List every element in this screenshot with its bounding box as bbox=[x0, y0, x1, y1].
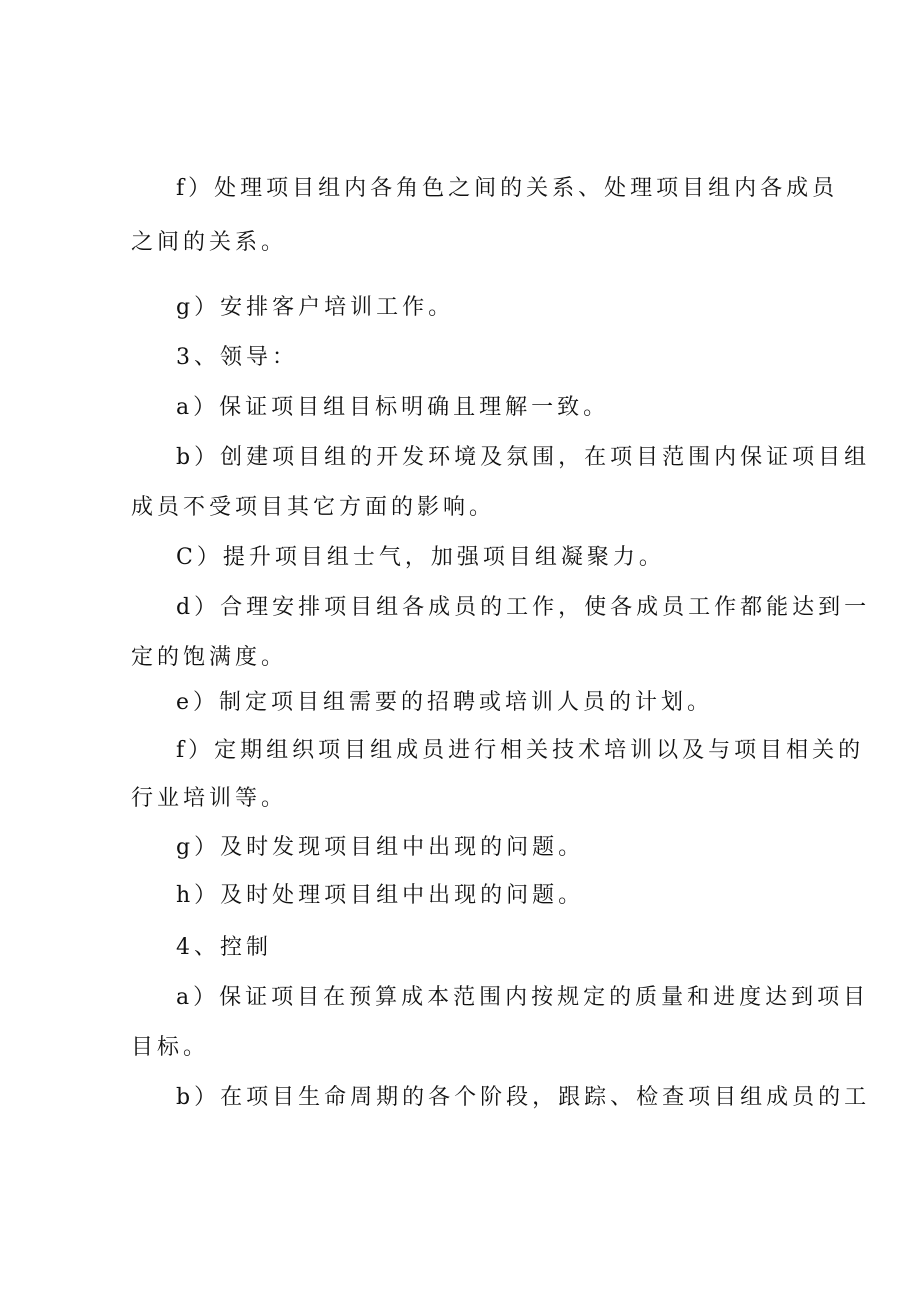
text-line: 定的饱满度。 bbox=[131, 645, 288, 670]
section-heading: 3、领导： bbox=[176, 345, 298, 370]
text-line: 行业培训等。 bbox=[131, 786, 288, 811]
text-line: h）及时处理项目组中出现的问题。 bbox=[176, 883, 585, 908]
text-line: f）处理项目组内各角色之间的关系、处理项目组内各成员 bbox=[176, 176, 839, 201]
text-line: f）定期组织项目组成员进行相关技术培训以及与项目相关的 bbox=[176, 738, 865, 763]
text-line: 之间的关系。 bbox=[131, 230, 288, 255]
text-line: b）在项目生命周期的各个阶段，跟踪、检查项目组成员的工 bbox=[176, 1085, 871, 1110]
text-line: a）保证项目组目标明确且理解一致。 bbox=[176, 395, 610, 420]
text-line: 目标。 bbox=[131, 1035, 210, 1060]
text-line: C）提升项目组士气，加强项目组凝聚力。 bbox=[176, 545, 665, 570]
text-line: b）创建项目组的开发环境及氛围，在项目范围内保证项目组 bbox=[176, 445, 871, 470]
text-line: g）安排客户培训工作。 bbox=[176, 295, 455, 320]
text-line: d）合理安排项目组各成员的工作，使各成员工作都能达到一 bbox=[176, 595, 871, 620]
text-line: g）及时发现项目组中出现的问题。 bbox=[176, 835, 585, 860]
text-line: 成员不受项目其它方面的影响。 bbox=[131, 495, 496, 520]
text-line: e）制定项目组需要的招聘或培训人员的计划。 bbox=[176, 690, 714, 715]
text-line: a）保证项目在预算成本范围内按规定的质量和进度达到项目 bbox=[176, 985, 870, 1010]
section-heading: 4、控制 bbox=[176, 935, 272, 960]
